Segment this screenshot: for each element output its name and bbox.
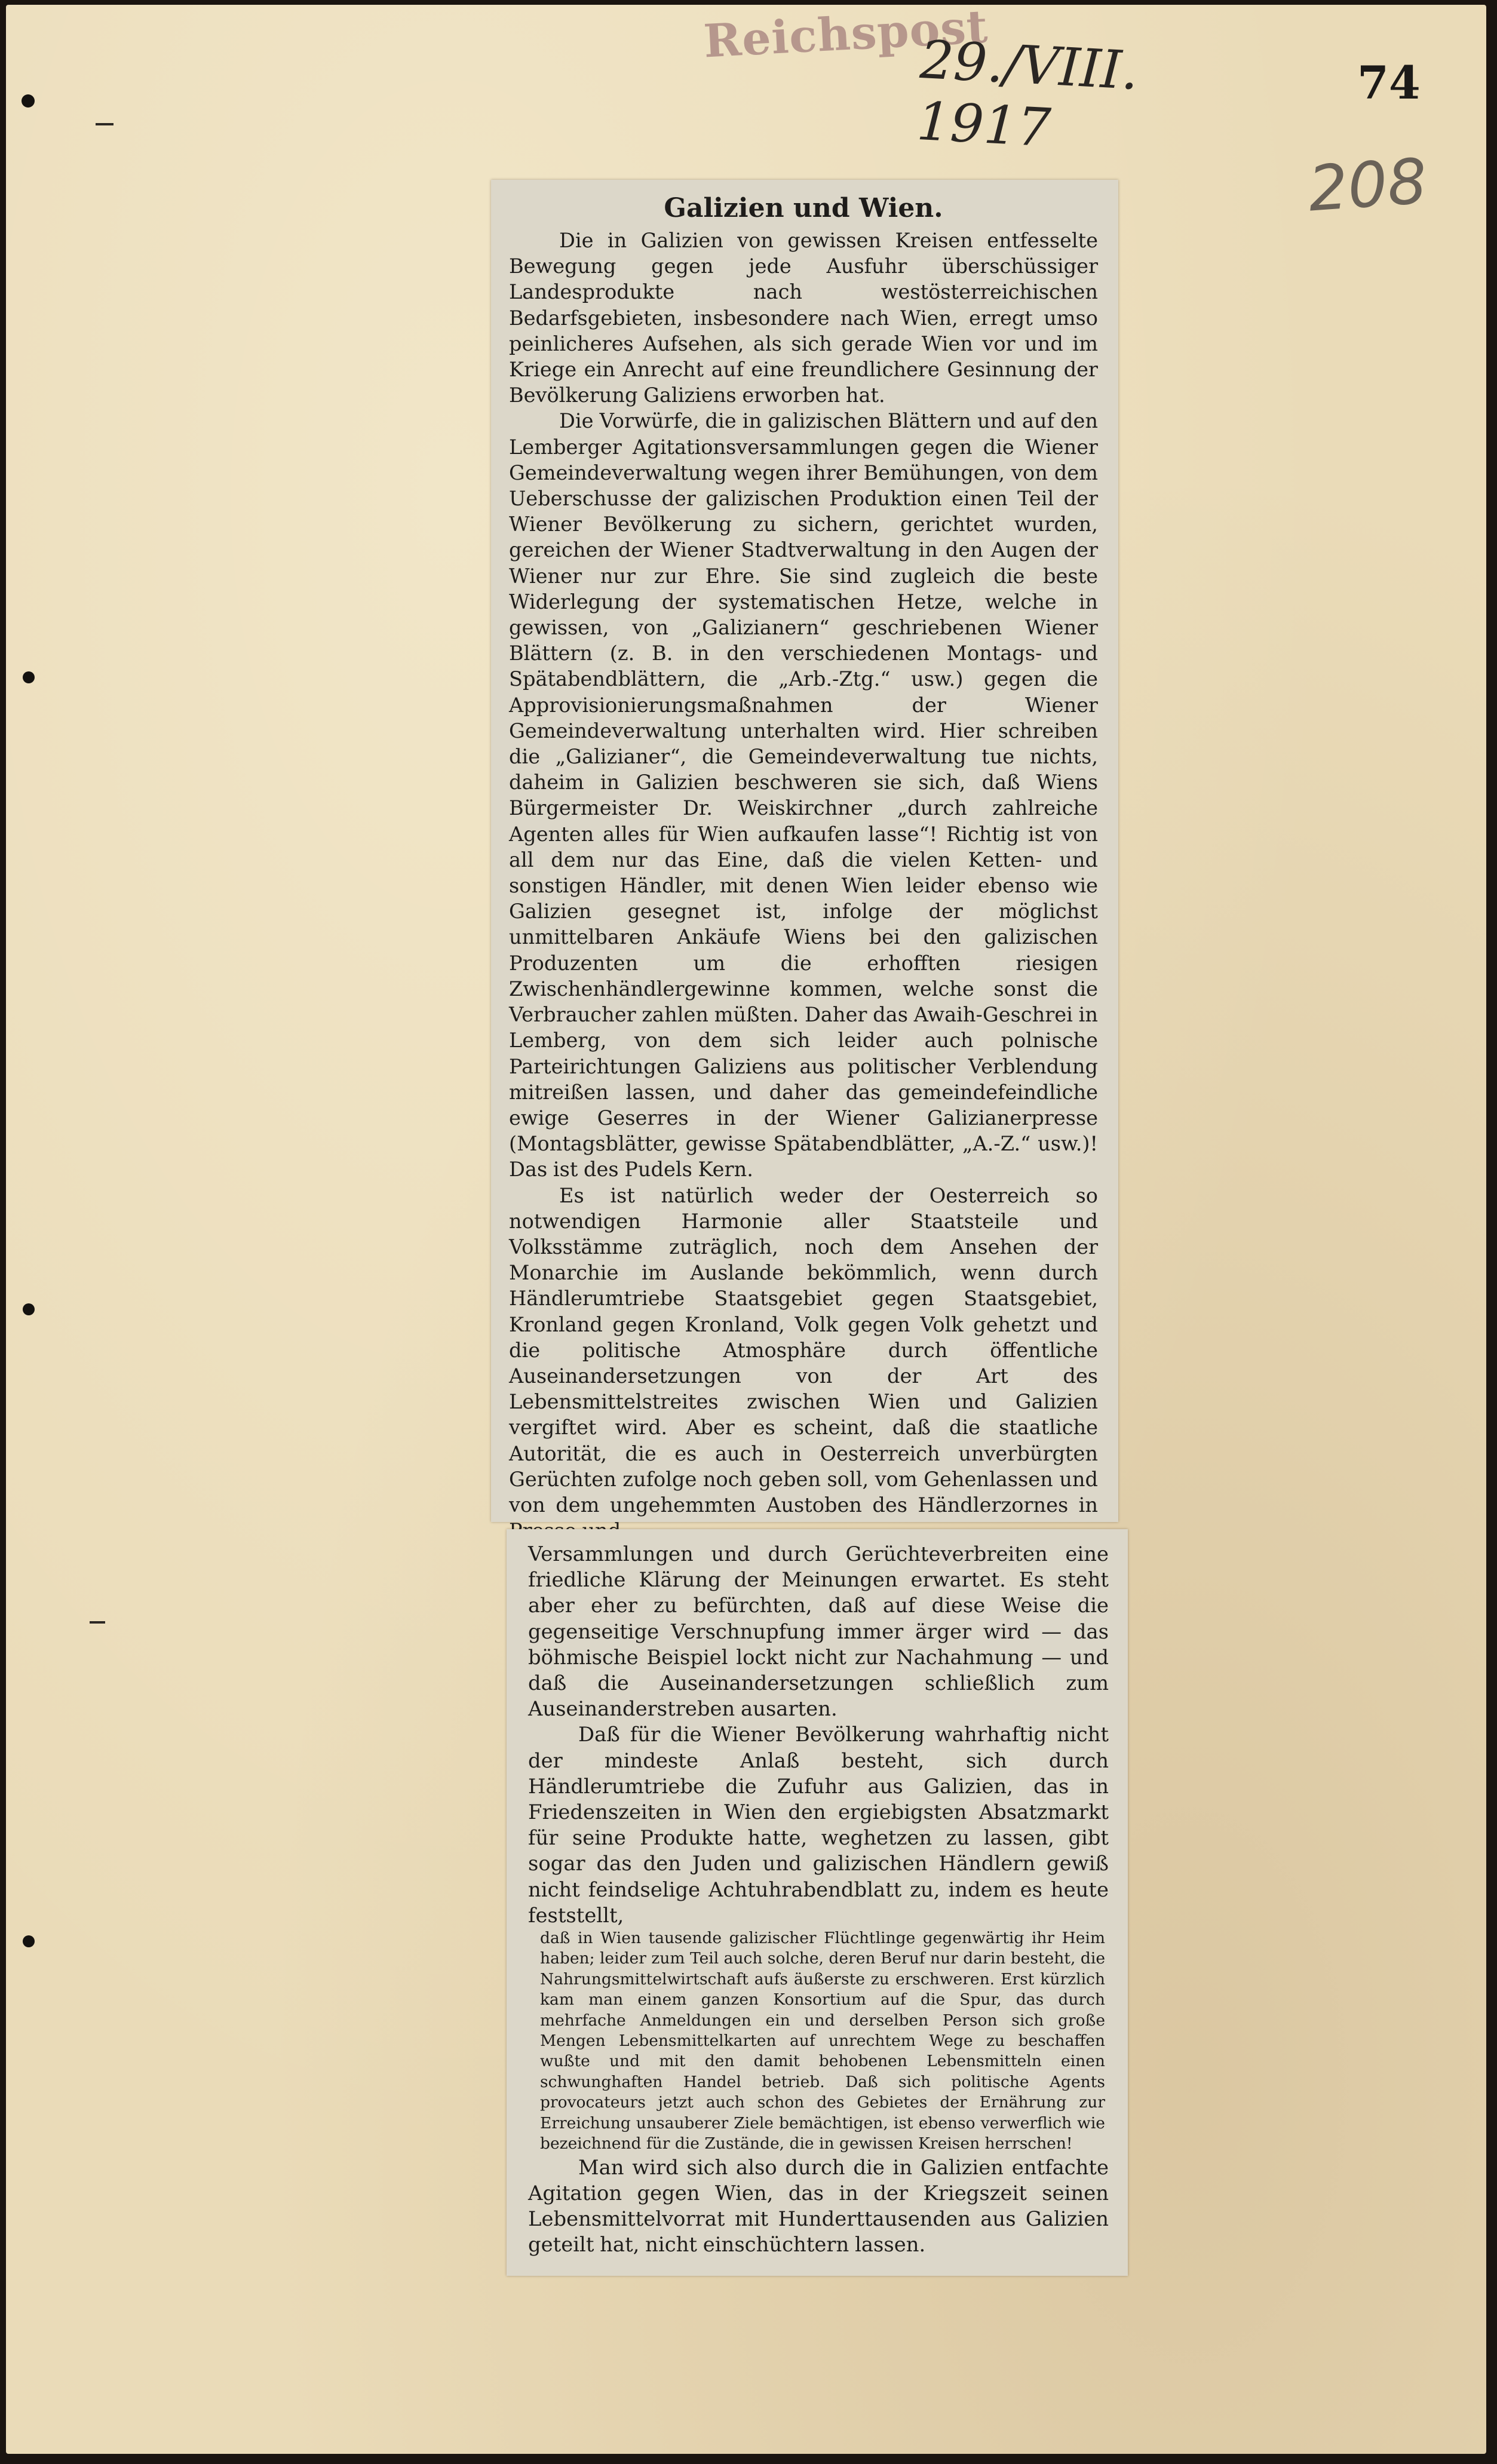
clipping-part-2 <box>507 1529 1128 2276</box>
paragraph-1: Die in Galizien von gewissen Kreisen entfesselte Bewegung gegen jede Ausfuhr überschüssiger Landesprodukte nach westösterreichischen Bedarfsgebieten, insbesondere nach Wien, erregt umso peinlicheres Aufsehen, als sich gerade Wien vor und im Kriege ein Anrecht auf eine freundlichere Gesinnung der Bevölkerung Galiziens erworben hat. <box>509 229 1098 407</box>
newspaper-stamp: Reichspost <box>702 0 990 68</box>
margin-mark <box>90 1621 105 1624</box>
clipping-part-1 <box>491 180 1118 1522</box>
binding-hole-icon <box>22 94 35 108</box>
paragraph-5: Daß für die Wiener Bevölkerung wahrhaftig nicht der mindeste Anlaß besteht, sich durch Händlerumtriebe die Zufuhr aus Galizien, das in Friedenszeiten in Wien den ergiebigsten Absatzmarkt für seine Produkte hatte, weghetzen zu lassen, gibt sogar das den Juden und galizischen Händlern gewiß nicht feindselige Achtuhrabendblatt zu, indem es heute feststellt, <box>528 1723 1109 1927</box>
binding-hole-icon <box>23 671 35 683</box>
page-number: 74 <box>1357 56 1421 109</box>
paragraph-4: Versammlungen und durch Gerüchteverbreiten eine friedliche Klärung der Meinungen erwartet. Es steht aber eher zu befürchten, daß auf diese Weise die gegenseitige Verschnupfung immer ärger wird — das böhmische Beispiel lockt nicht zur Nachahmung — und daß die Auseinandersetzungen schließlich zum Auseinanderstreben ausarten. <box>528 1542 1109 1721</box>
paragraph-3: Es ist natürlich weder der Oesterreich so notwendigen Harmonie aller Staatsteile und Volksstämme zuträglich, noch dem Ansehen der Monarchie im Auslande bekömmlich, wenn durch Händlerumtriebe Staatsgebiet gegen Staatsgebiet, Kronland gegen Kronland, Volk gegen Volk gehetzt und die politische Atmosphäre durch öffentliche Auseinandersetzungen von der Art des Lebensmittelstreites zwischen Wien und Galizien vergiftet wird. Aber es scheint, daß die staatliche Autorität, die es auch in Oesterreich unverbürgten Gerüchten zufolge noch geben soll, vom Gehenlassen und von dem ungehemmten Austoben des Händlerzornes in <box>509 1183 1098 1517</box>
archive-sheet <box>6 0 1486 2454</box>
archive-number: 208 <box>1306 144 1429 226</box>
article-headline: Galizien und Wien. <box>664 193 943 223</box>
paragraph-2: Die Vorwürfe, die in galizischen Blättern und auf den Lemberger Agitationsversammlungen gegen die Wiener Gemeindeverwaltung wegen ihrer Bemühungen, von dem Ueberschusse der galizischen Produktion einen Teil der Wiener Bevölkerung zu sichern, gerichtet wurden, gereichen der Wiener Stadtverwaltung in den Augen der Wiener nur zur Ehre. Sie sind zugleich die beste Widerlegung der systematischen Hetze, welche in gewissen, von „Galizianern“ geschriebenen Wiener Blättern (z. B. in den verschiedenen Montags- und Spätabendblättern, die „Arb.-Ztg.“ usw.) gegen die Approvisionierungsmaßnahmen der Wiener Gemeindeverwaltung unterhalten wird. Hier schreiben die „Galizianer“, die Gemeindeverwaltung tue nichts, daheim in Galizien beschweren sie sich, daß Wiens Bürgermeister Dr. Weiskirchner „durch zahlreiche Agenten alles für Wien aufkaufen lasse“! Richtig ist von all dem nur das Eine, daß die vielen Ketten- und sonstigen Händler, mit denen Wien leider ebenso wie Galizien gesegnet ist, infolge der möglichst unmittelbaren Ankäufe Wiens bei den galizischen Produzenten um die erhofften riesigen Zwischenhändlergewinne kommen, welche sonst die Verbraucher zahlen müßten. Daher das Awaih-Geschrei in Lemberg, von dem sich leider auch polnische Parteirichtungen Galiziens aus politischer Verblendung mitreißen lassen, und daher das gemeindefeindliche ewige Geserres in der Wiener Galizianerpresse (Montagsblätter, gewisse Spätabendblätter, „A.-Z.“ usw.)! Das ist des Pudels Kern. <box>509 409 1098 1182</box>
binding-hole-icon <box>23 1303 35 1315</box>
closing-paragraph: Man wird sich also durch die in Galizien entfachte Agitation gegen Wien, das in der Kriegszeit seinen Lebensmittelvorrat mit Hunderttausenden aus Galizien geteilt hat, nicht einschüchtern lassen. <box>528 2155 1109 2257</box>
quotation-block: daß in Wien tausende galizischer Flüchtlinge gegenwärtig ihr Heim haben; leider zum Teil auch solche, deren Beruf nur darin besteht, die Nahrungsmittelwirtschaft aufs äußerste zu erschweren. Erst kürzlich kam man einem ganzen Konsortium auf die Spur, das durch mehrfache Anmeldungen ein und derselben Person sich große Mengen Lebensmittelkarten auf unrechtem Wege zu beschaffen wußte und mit den damit behobenen Lebensmitteln einen schwunghaften Handel betrieb. Daß sich politische Agents provocateurs jetzt auch schon des Gebietes der Ernährung zur Erreichung unsauberer Ziele bemächtigen, ist ebenso verwerflich wie bezeichnend für die Zustände, die in gewissen Kreisen herrschen! <box>540 1929 1105 2153</box>
margin-mark <box>96 123 113 125</box>
handwritten-date: 29./VIII. 1917 <box>915 29 1140 159</box>
binding-hole-icon <box>23 1935 35 1947</box>
